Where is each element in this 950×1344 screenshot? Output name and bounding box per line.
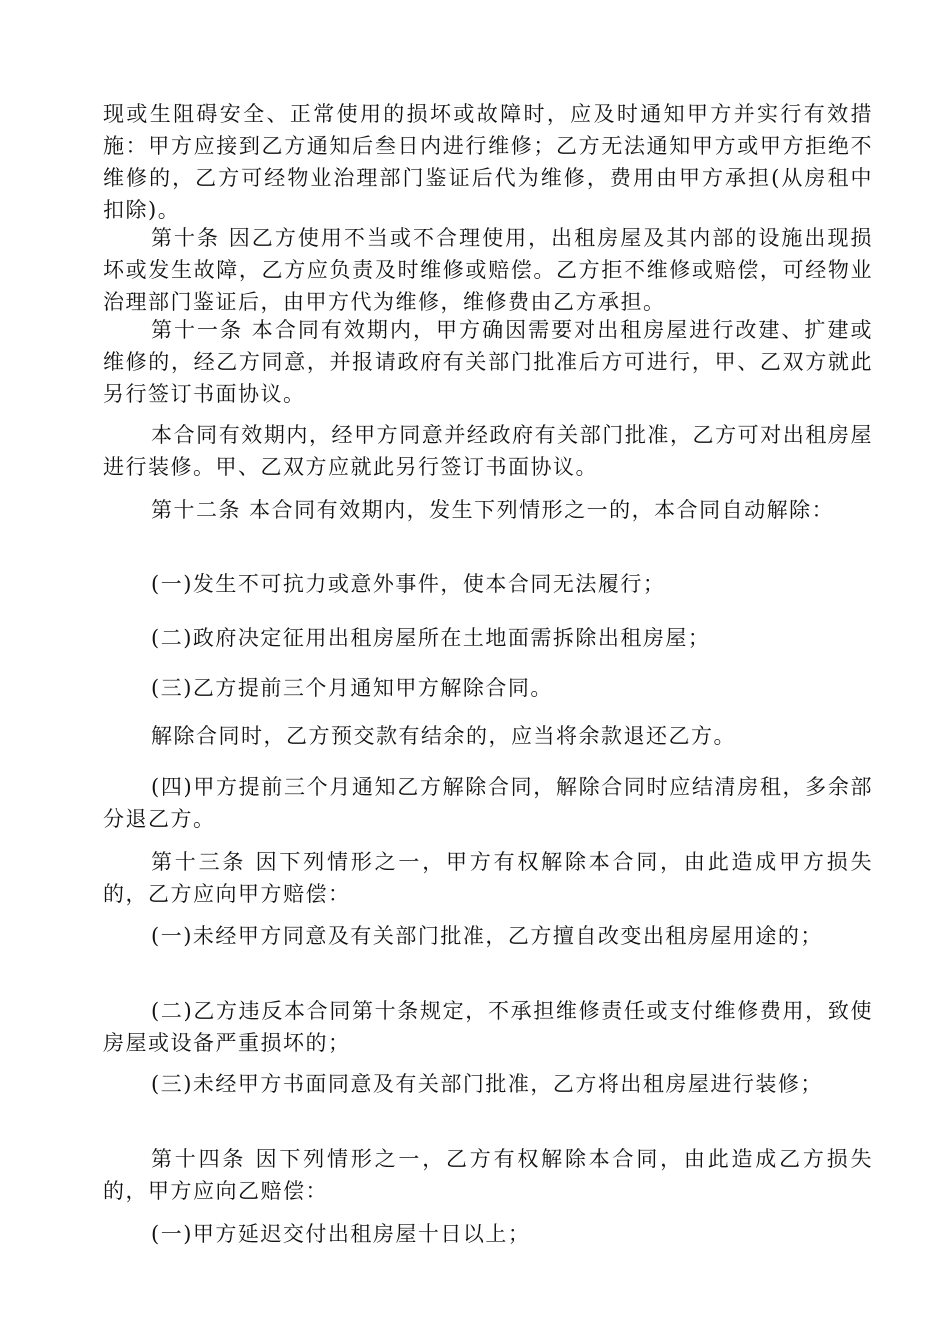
- paragraph-article-13: 第十三条 因下列情形之一，甲方有权解除本合同，由此造成甲方损失的，乙方应向甲方赔偿：: [103, 850, 873, 906]
- paragraph-article-14: 第十四条 因下列情形之一，乙方有权解除本合同，由此造成乙方损失的，甲方应向乙赔偿：: [103, 1147, 873, 1203]
- list-item-12-1: (一)发生不可抗力或意外事件，使本合同无法履行；: [151, 572, 666, 596]
- list-item-14-1: (一)甲方延迟交付出租房屋十日以上；: [151, 1222, 531, 1246]
- paragraph-article-12: 第十二条 本合同有效期内，发生下列情形之一的，本合同自动解除：: [151, 498, 835, 522]
- list-item-12-3: (三)乙方提前三个月通知甲方解除合同。: [151, 676, 553, 700]
- paragraph-article-11: 第十一条 本合同有效期内，甲方确因需要对出租房屋进行改建、扩建或维修的，经乙方同意，并报请政府有关部门批准后方可进行，甲、乙双方就此另行签订书面协议。: [103, 318, 873, 406]
- list-item-12-2: (二)政府决定征用出租房屋所在土地面需拆除出租房屋；: [151, 626, 711, 650]
- list-item-12-4: (四)甲方提前三个月通知乙方解除合同，解除合同时应结清房租，多余部分退乙方。: [103, 775, 873, 831]
- paragraph-article-10: 第十条 因乙方使用不当或不合理使用，出租房屋及其内部的设施出现损坏或发生故障，乙方应负责及时维修或赔偿。乙方拒不维修或赔偿，可经物业治理部门鉴证后，由甲方代为维修，维修费由乙方承担。: [103, 226, 873, 314]
- paragraph-continuation: 现或生阻碍安全、正常使用的损坏或故障时，应及时通知甲方并实行有效措施：甲方应接到乙方通知后叁日内进行维修；乙方无法通知甲方或甲方拒绝不维修的，乙方可经物业治理部门鉴证后代为维修，费用由甲方承担(从房租中扣除)。: [103, 102, 873, 222]
- paragraph-refund: 解除合同时，乙方预交款有结余的，应当将余款退还乙方。: [151, 724, 736, 748]
- paragraph-renovation: 本合同有效期内，经甲方同意并经政府有关部门批准，乙方可对出租房屋进行装修。甲、乙双方应就此另行签订书面协议。: [103, 423, 873, 479]
- list-item-13-3: (三)未经甲方书面同意及有关部门批准，乙方将出租房屋进行装修；: [151, 1072, 823, 1096]
- list-item-13-1: (一)未经甲方同意及有关部门批准，乙方擅自改变出租房屋用途的；: [151, 924, 823, 948]
- list-item-13-2: (二)乙方违反本合同第十条规定，不承担维修责任或支付维修费用，致使房屋或设备严重损坏的；: [103, 999, 873, 1055]
